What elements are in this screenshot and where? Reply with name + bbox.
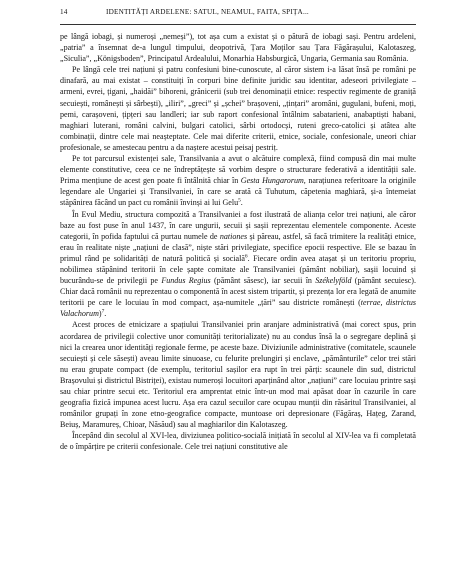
running-header bbox=[60, 8, 416, 25]
paragraph bbox=[60, 31, 416, 64]
text-run: Începând din secolul al XVI-lea, diviziunea politico-socială inițiată în secolul al XIV-lea va fi completată de o împărțire pe criterii confesionale. Cele trei națiuni constitutive ale bbox=[60, 431, 416, 452]
italic-text: Székelyföld bbox=[315, 276, 352, 286]
italic-text: Gesta Hungarorum bbox=[240, 176, 304, 186]
text-run: (pământ săsesc), iar secuii în bbox=[210, 276, 316, 286]
text-run: În Evul Mediu, structura compozită a Transilvaniei a fost ilustrată de alianța celor trei națiuni, ale căror baze au fost puse în anul 1437, în care ungurii, secuii și sașii reprezentau elementele componente. Aceste categorii, în pofida faptului că purtau numele de bbox=[60, 209, 416, 241]
text-run: Acest proces de etnicizare a spațiului Transilvaniei prin aranjare administrativă (mai corect spus, prin acordarea de privilegii colective unor comunități teritorializate) nu au condus însă la o segregare deplină și nici la crearea unor identități regionale ferme, pe aceste baze. Diviziunile administrative (comitatele, scaunele secuiești și cele săsești) aveau limite sinuoase, cu felurite prelungiri și enclave, „pământurile” celor trei stări nu erau grupate compact (de exemplu, teritoriul sașilor era rupt în trei părți: scaunele din sud, districtul Brașovului și districtul Bistriței), existau numeroși locuitori aparținând altor „națiuni” care locuiau printre sași sau chiar printre secui etc. Teritoriul era amprentat etnic într-un mod mai apăsat doar în cazurile în care geografia fizică impunea acest lucru. Așa era cazul secuilor care ocupau munții din răsăritul Transilvaniei, al românilor grupați în zone etno-geografice compacte, muntoase ori depresionare (Făgăraș, Hațeg, Zarand, Beiuș, Maramureș, Chioar, Năsăud) sau al maghiarilor din Kalotaszeg. bbox=[60, 320, 416, 430]
footnote-reference: 5 bbox=[238, 197, 241, 204]
italic-text: Fundus Regius bbox=[161, 276, 211, 286]
text-run: ) bbox=[98, 309, 102, 319]
body-text bbox=[60, 31, 416, 453]
page-number: 14 bbox=[60, 8, 68, 16]
text-run: . bbox=[240, 198, 243, 208]
text-run: Pe tot parcursul existenței sale, Transilvania a avut o alcătuire complexă, fiind compusă din mai multe elemente constitutive, ceea ce ne îndreptățește să vorbim despre o structurare federativă a identității sale. Prima mențiune de acest gen poate fi întâlnită chiar în bbox=[60, 154, 416, 186]
italic-text: nationes bbox=[219, 231, 248, 241]
text-run: . bbox=[104, 309, 107, 319]
footnote-reference: 6 bbox=[244, 253, 248, 260]
italic-text: terrae, districtus Valachorum bbox=[60, 298, 416, 319]
paragraph bbox=[60, 153, 416, 208]
text-run: pe lângă iobagi, și numeroși „nemeși”), tot așa cum a existat și o pătură de iobagi sași. Pentru ardeleni, „patria” a însemnat de-a lungul timpului, deopotrivă, Țara Moților sau Țara Făgărașului, Kalotaszeg, „Siculia”, „Königsboden”, Principatul Ardealului, Monarhia Habsburgică, Ungaria, Germania sau România. bbox=[60, 32, 416, 64]
paragraph bbox=[60, 209, 416, 320]
text-run: . Fiecare ordin avea atașat și un teritoriu propriu, nobilimea stăpânind teritorii în cele șapte comitate ale Transilvaniei (pământ nobiliar), sașii locuind și bucurându-se de privilegii pe bbox=[60, 253, 416, 286]
paragraph bbox=[60, 64, 416, 153]
text-run: (pământ secuiesc). Chiar dacă românii nu reprezentau o componentă în acest sistem tripartit, și prezența lor era legată de anumite teritorii pe care le locuiau în mod compact, așa-numitele „țări” sau districte românești ( bbox=[60, 276, 416, 308]
paragraph bbox=[60, 430, 416, 452]
text-run: și păreau, astfel, să facă trimitere la realități etnice, erau în realitate niște „națiuni de clasă”, niște stări privilegiate, specifice epocii respective. Ele se bazau în primul rând pe solidarități de natură politică și socială bbox=[60, 231, 416, 263]
paragraph bbox=[60, 319, 416, 430]
text-run: Pe lângă cele trei națiuni și patru confesiuni bine-cunoscute, al căror sistem i-a lăsat însă pe români pe dinafară, au mai existat – constituiți în corpuri bine definite juridic sau identitar, adeseori privilegiate – armeni, evrei, țigani, „haidăi” bihoreni, grănicerii (sub trei denominații etnice: respectiv regimente de graniță secuiești, românești și sârbești), „iliri”, „greci” și „șchei” brașoveni, „țințari” aromâni, gugulani, bufeni, moți, pemi, carașoveni, țipțeri sau landleri; iar sub raport confesional întâlnim sabatarieni, anabaptiști habani, maghiari luterani, români calvini, bulgari catolici, sârbi ortodocși, ruteni greco-catolici și atâtea alte combinații, dintre cele mai neașteptate. Cele mai diferite criterii, etnice, sociale, confesionale, uneori chiar profesionale, se amestecau pentru a da naștere acestui peisaj pestriț. bbox=[60, 65, 416, 152]
footnote-reference: 7 bbox=[101, 308, 105, 315]
text-run: , narațiunea referitoare la originile legendare ale Ungariei și Transilvaniei, în care se arată că Tuhutum, căpetenia maghiară, și-a întemeiat stăpânirea făcând un pact cu românii învinși ai lui Gelu bbox=[60, 176, 416, 208]
running-title: IDENTITĂȚI ARDELENE: SATUL, NEAMUL, FAITA, SPIȚA... bbox=[106, 8, 309, 16]
